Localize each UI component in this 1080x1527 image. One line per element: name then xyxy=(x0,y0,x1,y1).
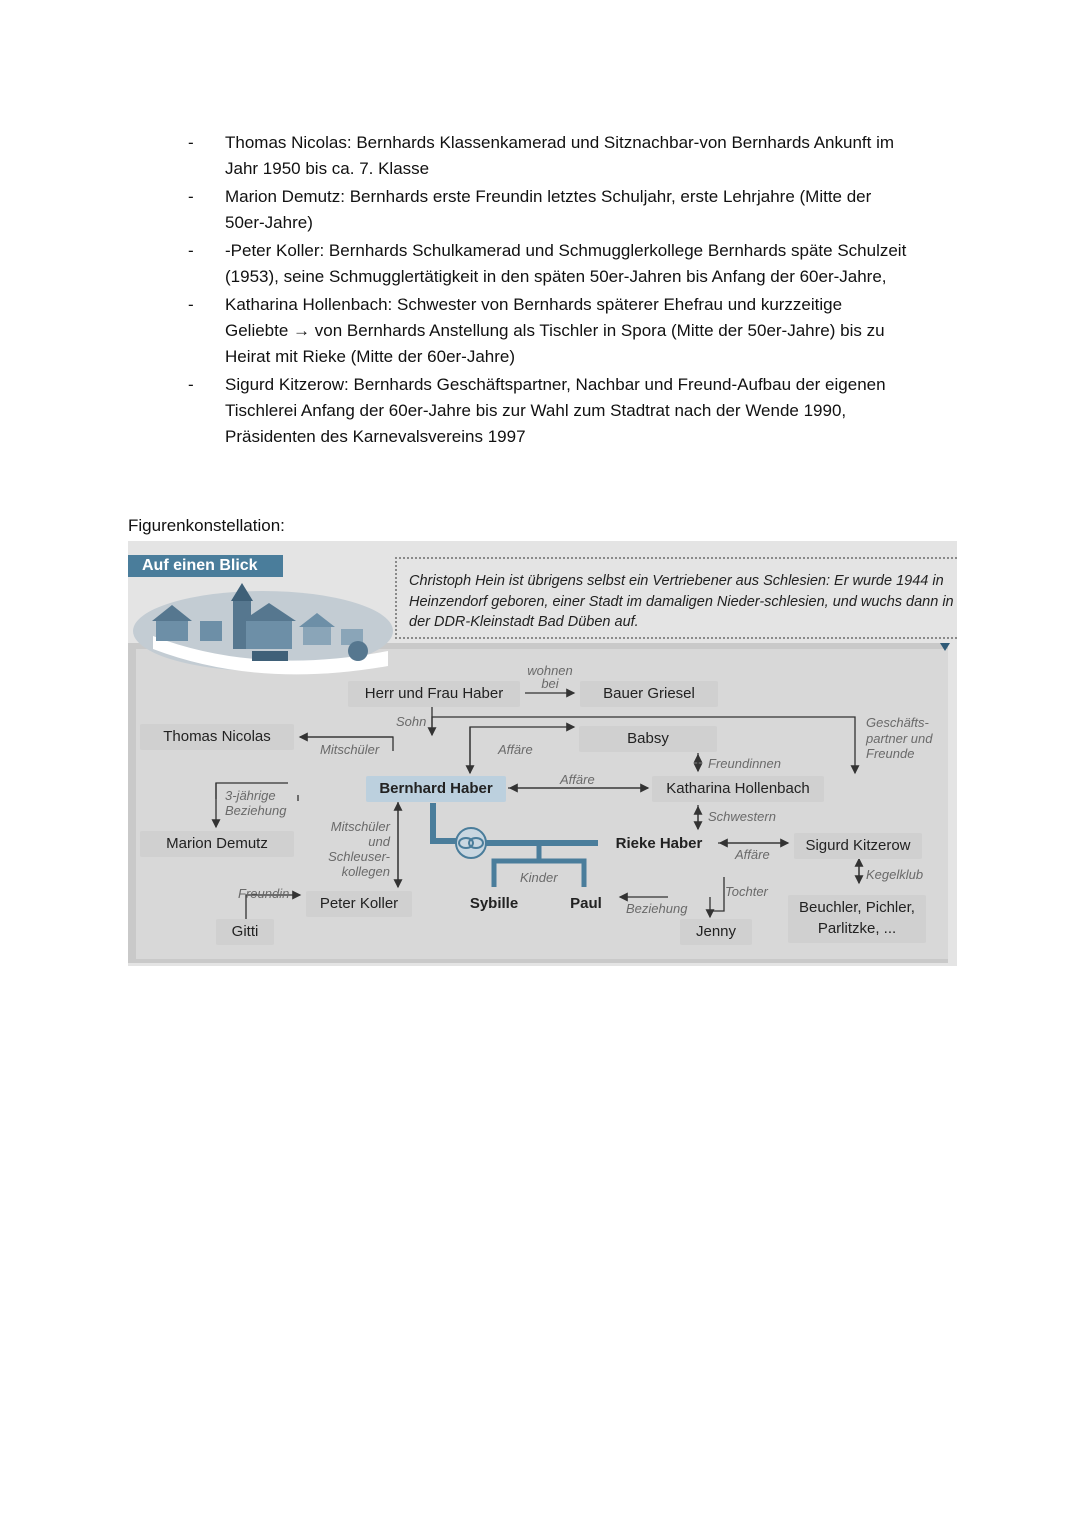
author-note: Christoph Hein ist übrigens selbst ein Vertriebener aus Schlesien: Er wurde 1944 in Heinzendorf geboren, einer Stadt im damaligen Nieder-schlesien, und wuchs dann in der DDR-Kleinstadt Bad Düben auf. xyxy=(395,557,957,639)
list-item: - -Peter Koller: Bernhards Schulkamerad und Schmugglerkollege Bernhards späte Schulzeit (1953), seine Schmugglertätigkeit in den späten 50er-Jahren bis Anfang der 60er-Jahre, xyxy=(188,241,907,286)
label-freundinnen: Freundinnen xyxy=(708,756,781,771)
label-mitschueler: Mitschüler xyxy=(320,742,380,757)
label-kegelklub: Kegelklub xyxy=(866,867,924,882)
label-sohn: Sohn xyxy=(396,714,427,729)
marriage-rings-icon xyxy=(456,828,486,858)
label-freundin: Freundin xyxy=(238,886,290,901)
node-herr-und-frau-haber: Herr und Frau Haber xyxy=(348,681,520,707)
node-bernhard-haber: Bernhard Haber xyxy=(366,776,506,802)
node-jenny: Jenny xyxy=(680,919,752,945)
node-bauer-griesel: Bauer Griesel xyxy=(580,681,718,707)
character-list xyxy=(188,130,988,452)
label-affaere-babsy: Affäre xyxy=(498,742,533,757)
list-item: - Thomas Nicolas: Bernhards Klassenkamerad und Sitznachbar-von Bernhards Ankunft im Jahr 1950 bis ca. 7. Klasse xyxy=(188,133,895,178)
node-katharina-hollenbach: Katharina Hollenbach xyxy=(652,776,824,802)
node-sigurd-kitzerow: Sigurd Kitzerow xyxy=(794,833,922,859)
label-schwestern: Schwestern xyxy=(708,809,776,824)
label-affaere-sigurd: Affäre xyxy=(735,847,770,862)
label-kinder: Kinder xyxy=(520,870,558,885)
label-wohnen-bei: wohnen bei xyxy=(527,663,573,691)
list-item: - Sigurd Kitzerow: Bernhards Geschäftspartner, Nachbar und Freund-Aufbau der eigenen Tischlerei Anfang der 60er-Jahre bis zur Wahl zum Stadtrat nach der Wende 1990, Präsidenten des Karnevalsvereins 1997 xyxy=(188,375,886,446)
node-sybille: Sybille xyxy=(469,895,519,912)
label-affaere-katharina: Affäre xyxy=(560,772,595,787)
label-geschaeftspartner: Geschäfts-partner und Freunde xyxy=(866,715,933,761)
figure-tag: Auf einen Blick xyxy=(128,555,283,577)
figure-caption: Figurenkonstellation: xyxy=(128,516,285,535)
character-constellation-figure xyxy=(128,541,957,966)
label-3-jaehrige-beziehung: 3-jährige Beziehung xyxy=(225,788,287,818)
node-beuchler-pichler-parlitzke: Beuchler, Pichler, Parlitzke, ... xyxy=(788,895,926,943)
label-tochter: Tochter xyxy=(725,884,768,899)
node-gitti: Gitti xyxy=(216,919,274,945)
node-peter-koller: Peter Koller xyxy=(306,891,412,917)
label-beziehung: Beziehung xyxy=(626,901,688,916)
list-item: - Katharina Hollenbach: Schwester von Bernhards späterer Ehefrau und kurzzeitige Geliebte → von Bernhards Anstellung als Tischler in Spora (Mitte der 50er-Jahre) bis zu Heirat mit Rieke (Mitte der 60er-Jahre) xyxy=(188,295,885,366)
node-marion-demutz: Marion Demutz xyxy=(140,831,294,857)
node-rieke-haber: Rieke Haber xyxy=(615,835,703,852)
list-item: - Marion Demutz: Bernhards erste Freundin letztes Schuljahr, erste Lehrjahre (Mitte der 50er-Jahre) xyxy=(188,187,872,232)
node-paul: Paul xyxy=(570,895,602,912)
node-babsy: Babsy xyxy=(579,726,717,752)
node-thomas-nicolas: Thomas Nicolas xyxy=(140,724,294,750)
label-mitschueler-schleuser: Mitschüler und Schleuser-kollegen xyxy=(328,819,390,879)
